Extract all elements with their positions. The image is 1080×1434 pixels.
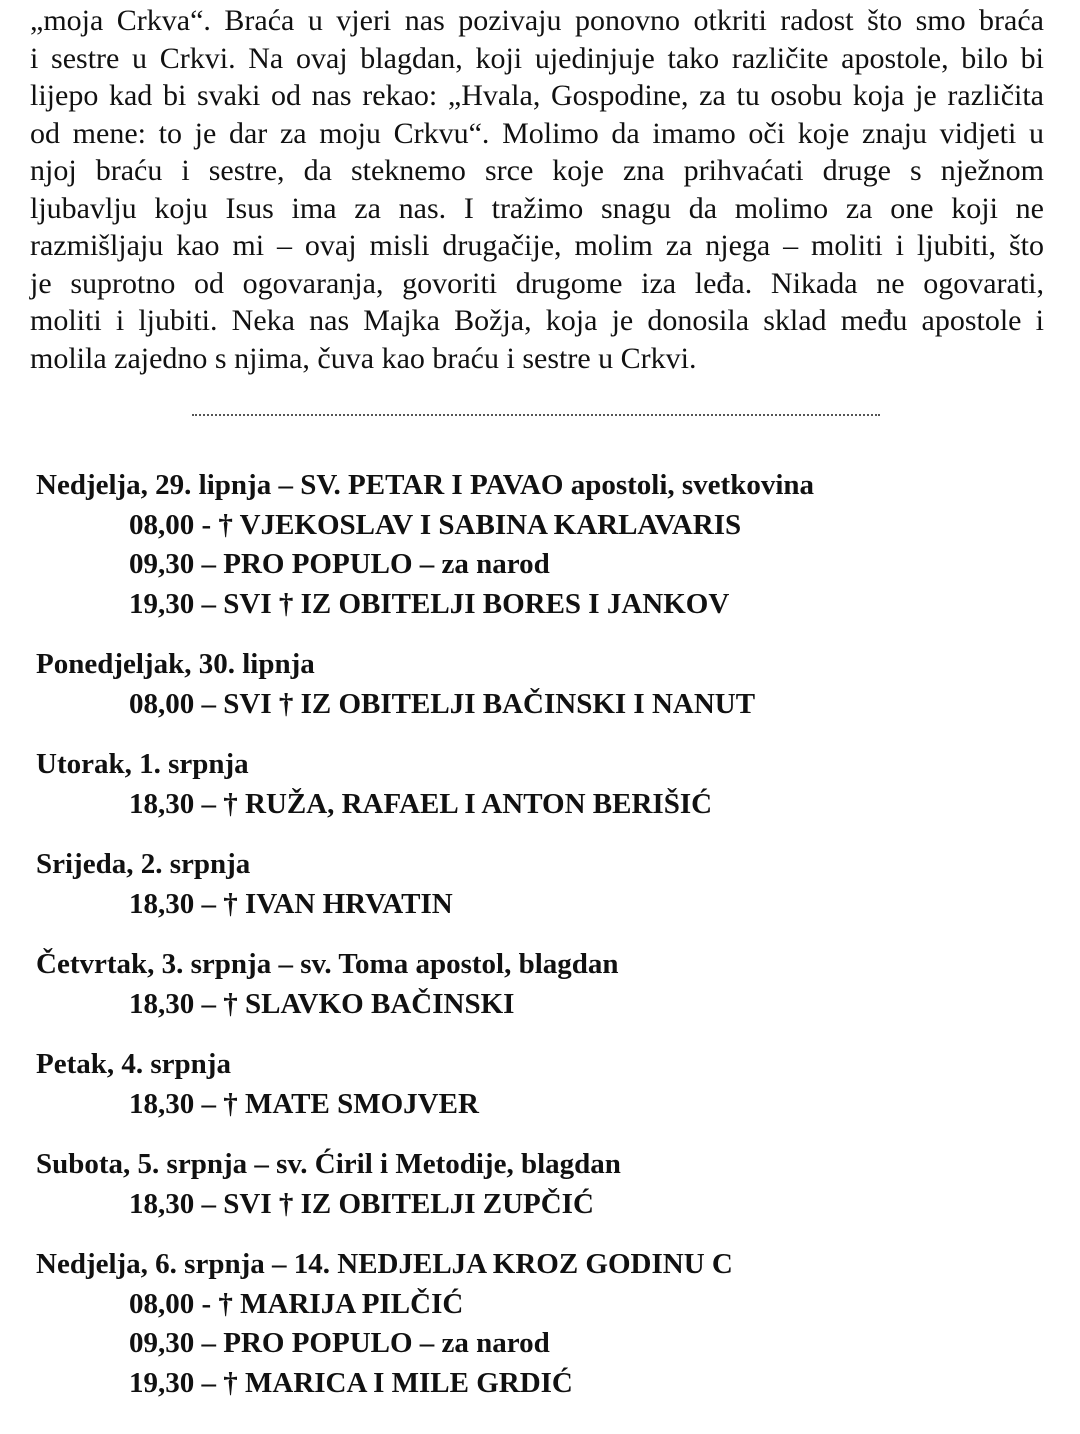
mass-entry: 19,30 – SVI † IZ OBITELJI BORES I JANKOV <box>129 587 730 620</box>
day-title: Četvrtak, 3. srpnja – sv. Toma apostol, blagdan <box>36 948 619 980</box>
day-title: Subota, 5. srpnja – sv. Ćiril i Metodije, blagdan <box>36 1148 621 1180</box>
intro-line: i sestre u Crkvi. Na ovaj blagdan, koji ujedinjuje tako različite apostole, bilo bi <box>30 41 1044 75</box>
schedule-day <box>36 1045 1046 1124</box>
intro-line: molila zajedno s njima, čuva kao braću i sestre u Crkvi. <box>30 341 697 375</box>
mass-entry: 18,30 – † IVAN HRVATIN <box>129 887 453 920</box>
schedule-day <box>36 745 1046 824</box>
intro-line: razmišljaju kao mi – ovaj misli drugačije, molim za njega – moliti i ljubiti, što <box>30 229 1044 262</box>
mass-entry: 08,00 - † VJEKOSLAV I SABINA KARLAVARIS <box>129 508 742 541</box>
schedule-day <box>36 466 1046 624</box>
intro-line: moliti i ljubiti. Neka nas Majka Božja, koja je donosila sklad među apostole i <box>30 304 1044 337</box>
mass-entry: 19,30 – † MARICA I MILE GRDIĆ <box>129 1366 573 1399</box>
mass-schedule <box>36 466 1046 1424</box>
day-title: Ponedjeljak, 30. lipnja <box>36 648 315 680</box>
schedule-day <box>36 645 1046 724</box>
mass-entry: 09,30 – PRO POPULO – za narod <box>129 548 550 580</box>
day-title: Srijeda, 2. srpnja <box>36 848 251 880</box>
dotted-divider <box>192 414 880 416</box>
intro-line: od mene: to je dar za moju Crkvu“. Molimo da imamo oči koje znaju vidjeti u <box>30 116 1044 150</box>
mass-entry: 08,00 - † MARIJA PILČIĆ <box>129 1287 464 1320</box>
intro-line: ljubavlju koju Isus ima za nas. I tražimo snagu da molimo za one koji ne <box>30 191 1044 225</box>
day-title: Nedjelja, 29. lipnja – SV. PETAR I PAVAO apostoli, svetkovina <box>36 469 815 501</box>
intro-line: „moja Crkva“. Braća u vjeri nas pozivaju ponovno otkriti radost što smo braća <box>30 4 1044 37</box>
day-title: Nedjelja, 6. srpnja – 14. NEDJELJA KROZ GODINU C <box>36 1248 733 1280</box>
day-title: Petak, 4. srpnja <box>36 1048 231 1080</box>
mass-entry: 08,00 – SVI † IZ OBITELJI BAČINSKI I NANUT <box>129 687 756 720</box>
intro-line: je suprotno od ogovaranja, govoriti drugome iza leđa. Nikada ne ogovarati, <box>30 266 1044 300</box>
schedule-day <box>36 845 1046 924</box>
intro-paragraph <box>30 2 1044 377</box>
schedule-day <box>36 1145 1046 1224</box>
mass-entry: 18,30 – † RUŽA, RAFAEL I ANTON BERIŠIĆ <box>129 787 713 820</box>
mass-entry: 18,30 – † MATE SMOJVER <box>129 1087 479 1120</box>
mass-entry: 09,30 – PRO POPULO – za narod <box>129 1327 550 1359</box>
day-title: Utorak, 1. srpnja <box>36 748 249 780</box>
intro-line: njoj braću i sestre, da steknemo srce koje zna prihvaćati druge s nježnom <box>30 154 1044 187</box>
schedule-day <box>36 1245 1046 1403</box>
mass-entry: 18,30 – † SLAVKO BAČINSKI <box>129 987 515 1020</box>
mass-entry: 18,30 – SVI † IZ OBITELJI ZUPČIĆ <box>129 1187 594 1220</box>
intro-line: lijepo kad bi svaki od nas rekao: „Hvala, Gospodine, za tu osobu koja je različita <box>30 79 1044 112</box>
schedule-day <box>36 945 1046 1024</box>
